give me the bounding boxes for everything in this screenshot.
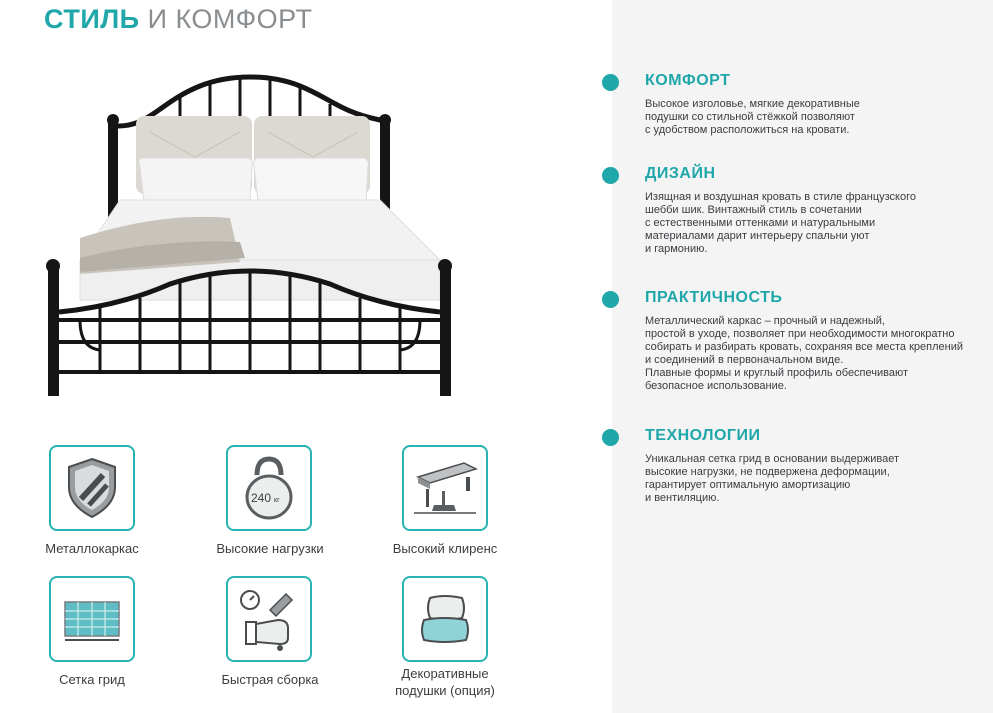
- feature-title: ДИЗАЙН: [645, 165, 716, 182]
- icon-card-high-load: [226, 445, 312, 531]
- icon-label: Металлокаркас: [45, 541, 139, 556]
- feature-text-line: с удобством расположиться на кровати.: [645, 124, 850, 136]
- feature-text-line: простой в уходе, позволяет при необходимости многократно: [645, 328, 955, 340]
- title-accent: СТИЛЬ: [44, 4, 140, 34]
- icon-label: [380, 665, 510, 699]
- feature-title: ПРАКТИЧНОСТЬ: [645, 289, 783, 306]
- icon-label: Сетка грид: [59, 672, 125, 687]
- bullet-dot-icon: [602, 167, 619, 184]
- icon-card-decorative-pillows: [402, 576, 488, 662]
- icon-card-metal-frame: [49, 445, 135, 531]
- weight-unit: кг: [274, 497, 280, 504]
- bullet-dot-icon: [602, 74, 619, 91]
- feature-text-line: Металлический каркас – прочный и надежный,: [645, 315, 885, 327]
- icon-card-grid-mesh: [49, 576, 135, 662]
- icon-label: Высокий клиренс: [392, 541, 498, 556]
- weight-text: 240: [251, 491, 272, 505]
- feature-text-line: и соединений в первоначальном виде.: [645, 354, 844, 366]
- icon-label-line: подушки (опция): [395, 683, 495, 698]
- feature-title: КОМФОРТ: [645, 72, 731, 89]
- icon-card-quick-assembly: [226, 576, 312, 662]
- kettlebell-icon: [228, 447, 310, 529]
- feature-text-line: материалами дарит интерьеру спальни уют: [645, 230, 870, 242]
- title-rest: И КОМФОРТ: [147, 4, 313, 34]
- bed-image: [40, 62, 480, 402]
- feature-text-line: шебби шик. Винтажный стиль в сочетании: [645, 204, 862, 216]
- feature-text-line: безопасное использование.: [645, 380, 787, 392]
- feature-text-line: Высокое изголовье, мягкие декоративные: [645, 98, 860, 110]
- clearance-icon: [404, 447, 486, 529]
- feature-text-line: Плавные формы и круглый профиль обеспечивают: [645, 367, 909, 379]
- feature-text-line: собирать и разбирать кровать, сохраняя все места креплений: [645, 341, 963, 353]
- icon-label: Быстрая сборка: [221, 672, 319, 687]
- pillows-icon: [404, 578, 486, 660]
- feature-title: ТЕХНОЛОГИИ: [645, 427, 761, 444]
- feature-text-line: гарантирует оптимальную амортизацию: [645, 479, 851, 491]
- icon-label: Высокие нагрузки: [216, 541, 324, 556]
- assembly-icon: [228, 578, 310, 660]
- feature-text-line: и гармонию.: [645, 243, 708, 255]
- feature-text-line: Уникальная сетка грид в основании выдерживает: [645, 453, 900, 465]
- grid-mesh-icon: [51, 578, 133, 660]
- feature-text-line: высокие нагрузки, не подвержена деформации,: [645, 466, 890, 478]
- feature-text-line: подушки со стильной стёжкой позволяют: [645, 111, 855, 123]
- feature-text-line: Изящная и воздушная кровать в стиле французского: [645, 191, 916, 203]
- feature-text-line: с естественными оттенками и натуральными: [645, 217, 876, 229]
- feature-text-line: и вентиляцию.: [645, 492, 720, 504]
- shield-icon: [51, 447, 133, 529]
- page-title: [44, 4, 312, 35]
- bullet-dot-icon: [602, 291, 619, 308]
- icon-label-line: Декоративные: [401, 666, 489, 681]
- bullet-dot-icon: [602, 429, 619, 446]
- icon-card-clearance: [402, 445, 488, 531]
